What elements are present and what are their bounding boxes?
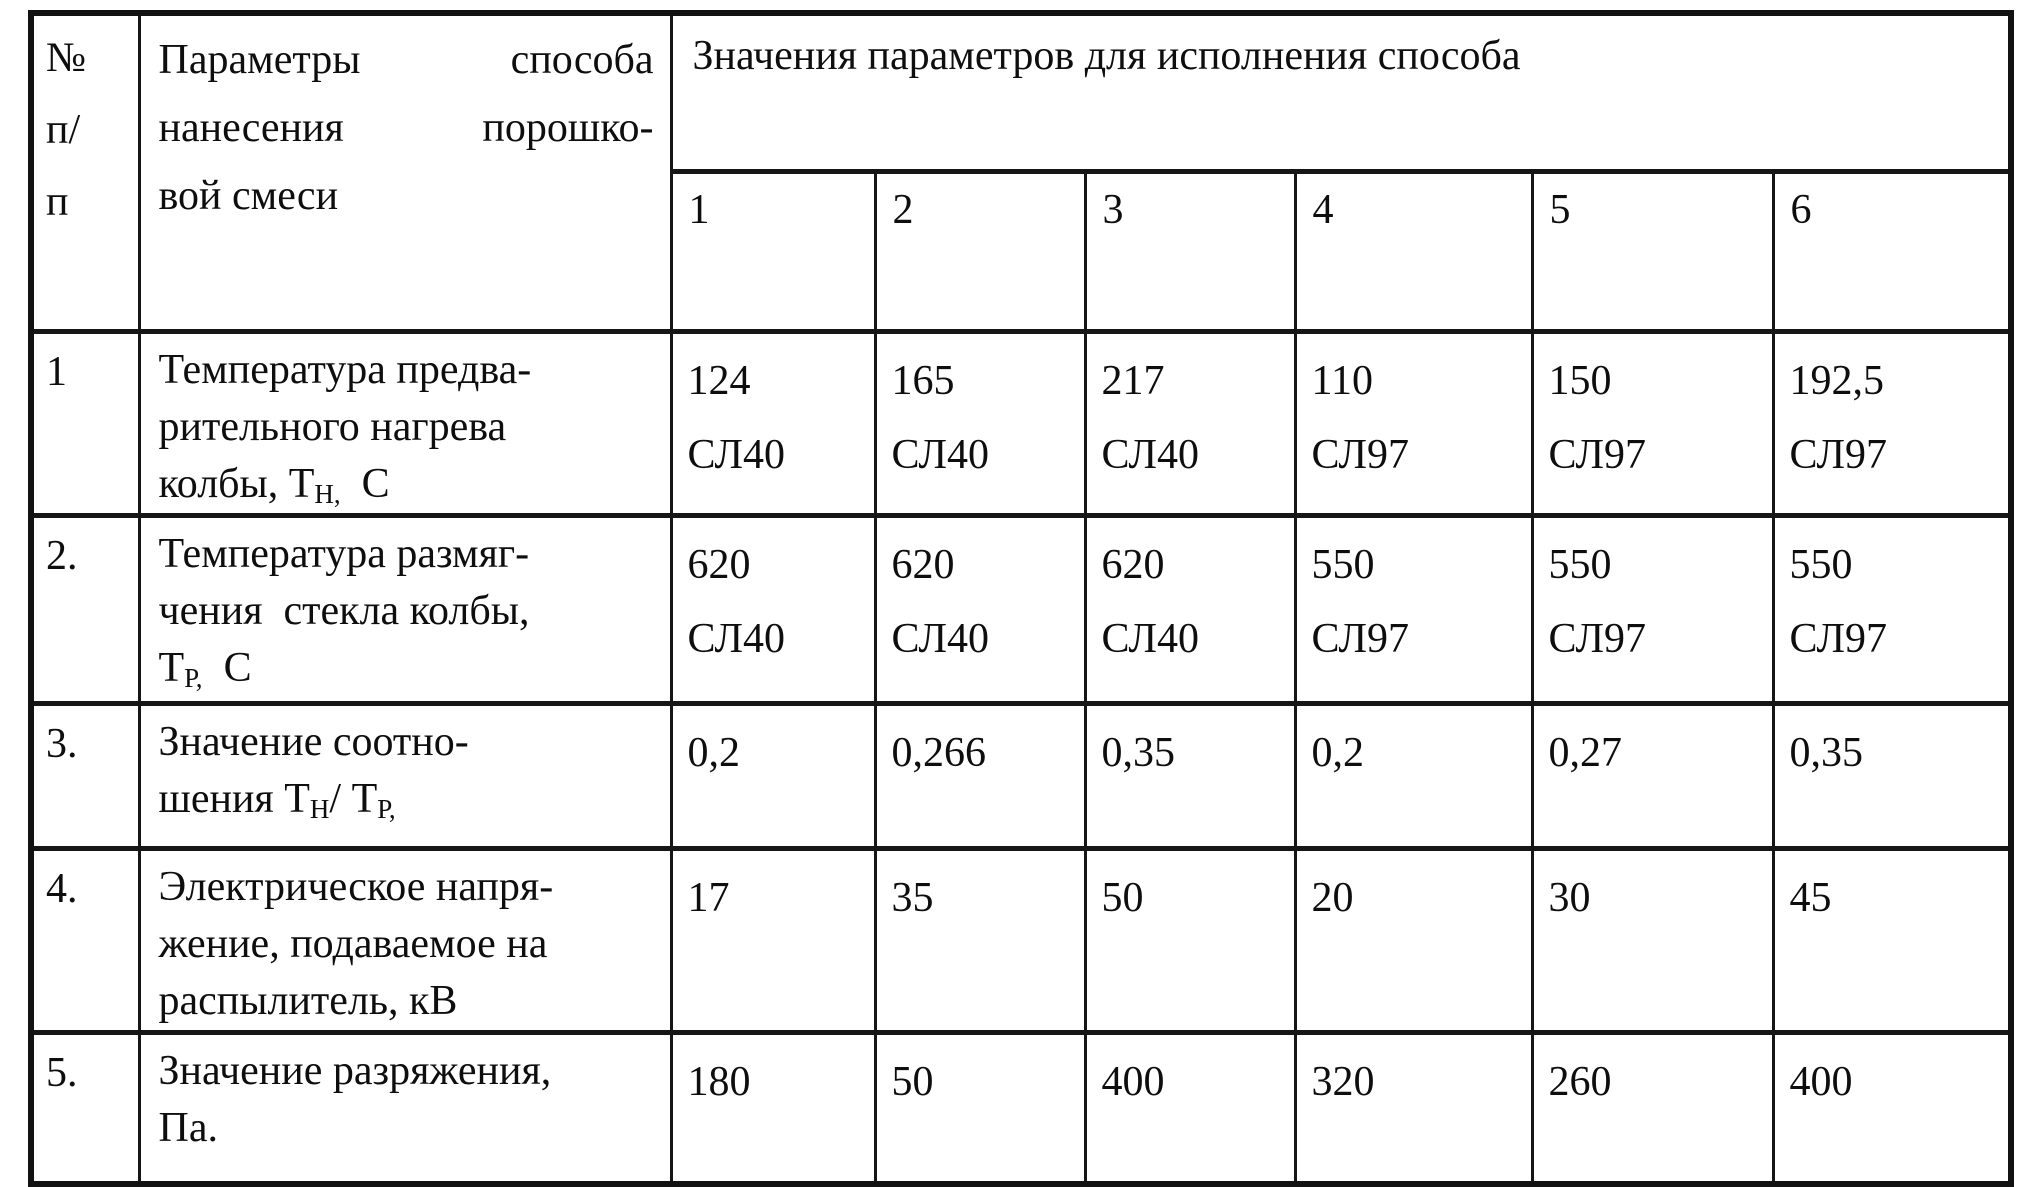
subscript: Р, bbox=[184, 662, 203, 693]
value-cell: 50 bbox=[875, 1032, 1085, 1184]
subheader-cell-4: 4 bbox=[1295, 171, 1532, 331]
param-line: колбы, $Т_{Н,}$ С bbox=[158, 460, 390, 509]
header-row-top bbox=[31, 13, 2011, 171]
param-label-cell bbox=[139, 331, 671, 515]
subheader-cell-5: 5 bbox=[1532, 171, 1773, 331]
value-cell: 320 bbox=[1295, 1032, 1532, 1184]
param-line: Электрическое напря- bbox=[158, 863, 554, 910]
param-line: рительного нагрева bbox=[158, 403, 507, 450]
row-num-cell: 3. bbox=[31, 703, 139, 848]
param-line: Па. bbox=[158, 1104, 218, 1151]
subheader-cell-2: 2 bbox=[875, 171, 1085, 331]
subheader-cell-3: 3 bbox=[1085, 171, 1295, 331]
value-cell: 30 bbox=[1532, 848, 1773, 1032]
value-cell: 20 bbox=[1295, 848, 1532, 1032]
param-line: распылитель, кВ bbox=[158, 977, 458, 1024]
value-cell: 50 bbox=[1085, 848, 1295, 1032]
header-num-cell bbox=[31, 13, 139, 331]
value-cell: 0,27 bbox=[1532, 703, 1773, 848]
value-cell: 45 bbox=[1773, 848, 2011, 1032]
param-line: Температура размяг- bbox=[158, 530, 530, 577]
value-cell: 35 bbox=[875, 848, 1085, 1032]
value-cell: 0,266 bbox=[875, 703, 1085, 848]
header-param-cell bbox=[139, 13, 671, 331]
value-cell: 620 СЛ40 bbox=[1085, 515, 1295, 703]
table-row bbox=[31, 703, 2011, 848]
param-line: жение, подаваемое на bbox=[158, 920, 548, 967]
subscript: Н, bbox=[314, 478, 341, 509]
value-cell: 550 СЛ97 bbox=[1773, 515, 2011, 703]
param-label-cell bbox=[139, 515, 671, 703]
value-cell: 550 СЛ97 bbox=[1532, 515, 1773, 703]
value-cell: 110 СЛ97 bbox=[1295, 331, 1532, 515]
value-cell: 0,35 bbox=[1085, 703, 1295, 848]
value-cell: 550 СЛ97 bbox=[1295, 515, 1532, 703]
param-label-cell bbox=[139, 1032, 671, 1184]
param-line: Значение разряжения, bbox=[158, 1047, 552, 1094]
row-num-cell: 5. bbox=[31, 1032, 139, 1184]
value-cell: 124 СЛ40 bbox=[671, 331, 875, 515]
header-param-line: нанесения порошко- bbox=[158, 105, 654, 151]
header-values-title-cell: Значения параметров для исполнения способа bbox=[671, 13, 2011, 171]
subscript: Н bbox=[309, 793, 330, 824]
table-row bbox=[31, 331, 2011, 515]
param-line: шения $Т_Н/$ $Т_{Р,}$ bbox=[158, 775, 396, 824]
row-num-cell: 2. bbox=[31, 515, 139, 703]
value-cell: 192,5 СЛ97 bbox=[1773, 331, 2011, 515]
subheader-cell-6: 6 bbox=[1773, 171, 2011, 331]
header-param-line: вой смеси bbox=[158, 173, 339, 219]
value-cell: 620 СЛ40 bbox=[671, 515, 875, 703]
value-cell: 0,2 bbox=[671, 703, 875, 848]
param-line: Температура предва- bbox=[158, 346, 532, 393]
value-cell: 400 bbox=[1773, 1032, 2011, 1184]
header-param-line: Параметры способа bbox=[158, 37, 654, 83]
row-num-cell: 1 bbox=[31, 331, 139, 515]
subheader-cell-1: 1 bbox=[671, 171, 875, 331]
header-num-line: п/ bbox=[46, 107, 81, 153]
table-row bbox=[31, 1032, 2011, 1184]
param-line: $Т_{Р,}$ С bbox=[158, 644, 252, 693]
header-num-line: № bbox=[46, 35, 87, 81]
row-num-cell: 4. bbox=[31, 848, 139, 1032]
value-cell: 620 СЛ40 bbox=[875, 515, 1085, 703]
param-label-cell bbox=[139, 848, 671, 1032]
parameters-table bbox=[28, 10, 2014, 1187]
value-cell: 17 bbox=[671, 848, 875, 1032]
param-label-cell bbox=[139, 703, 671, 848]
param-line: Значение соотно- bbox=[158, 718, 469, 765]
value-cell: 165 СЛ40 bbox=[875, 331, 1085, 515]
subscript: Р, bbox=[377, 793, 396, 824]
value-cell: 0,35 bbox=[1773, 703, 2011, 848]
table-row bbox=[31, 848, 2011, 1032]
value-cell: 400 bbox=[1085, 1032, 1295, 1184]
table-row bbox=[31, 515, 2011, 703]
value-cell: 260 bbox=[1532, 1032, 1773, 1184]
param-line: чения стекла колбы, bbox=[158, 587, 530, 634]
value-cell: 0,2 bbox=[1295, 703, 1532, 848]
value-cell: 217 СЛ40 bbox=[1085, 331, 1295, 515]
header-num-line: п bbox=[46, 179, 69, 225]
value-cell: 150 СЛ97 bbox=[1532, 331, 1773, 515]
value-cell: 180 bbox=[671, 1032, 875, 1184]
